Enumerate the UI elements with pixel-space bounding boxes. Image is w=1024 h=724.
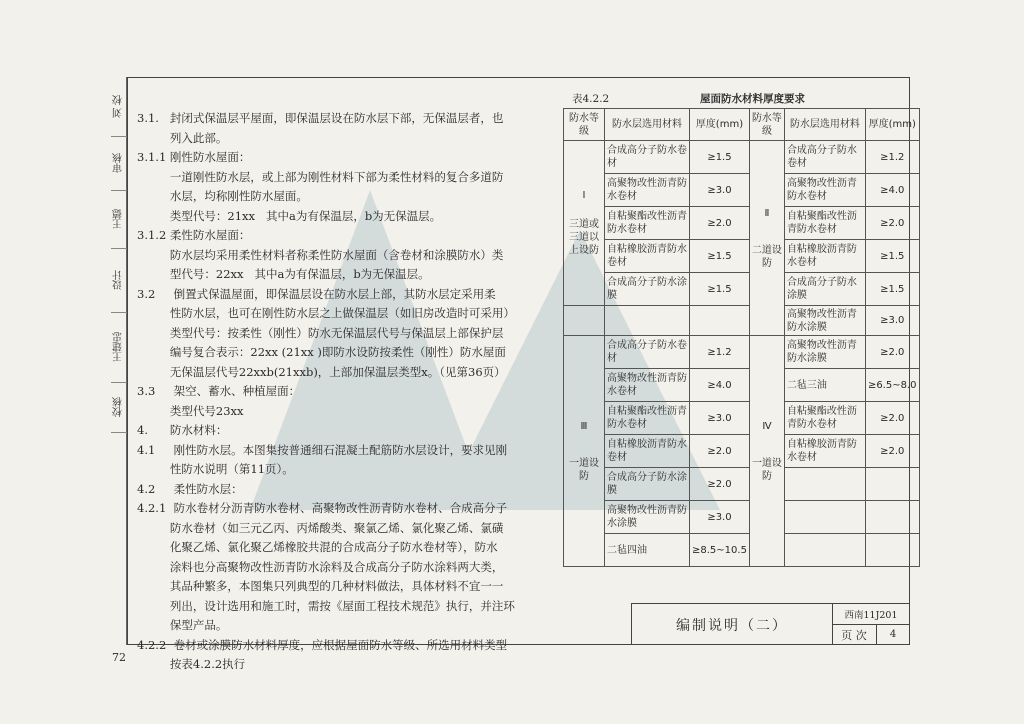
text-line: 一道刚性防水层，或上部为刚性材料下部为柔性材料的复合多道防 [137,169,504,184]
thickness-cell: ≥3.0 [865,306,919,336]
thickness-cell: ≥1.5 [690,240,750,273]
strip-label: 王德 [111,191,127,249]
grade-cell: Ⅰ 三道或三道以上设防 [564,141,605,306]
page-value: 4 [889,629,897,640]
text-line: 按表4.2.2执行 [137,657,246,671]
atlas-code: 西南11J201 [832,604,910,625]
thickness-cell: ≥1.5 [865,273,919,306]
empty-cell [784,501,865,534]
thickness-cell: ≥3.0 [690,501,750,534]
table-row [564,336,920,369]
text-line: 列入此部。 [137,130,228,145]
empty-cell [564,306,605,336]
material-cell: 自粘聚酯改性沥青防水卷材 [784,207,865,240]
material-cell: 合成高分子防水卷材 [605,141,690,174]
strip-label: 审核 [111,137,127,191]
table-row [564,534,920,567]
material-cell: 合成高分子防水涂膜 [784,273,865,306]
thickness-cell: ≥8.5~10.5 [690,534,750,567]
table-title: 屋面防水材料厚度要求 [700,93,805,105]
table-row [564,435,920,468]
strip-signature: 刘 校 [111,77,127,137]
text-line: 涂料也分高聚物改性沥青防水涂料及合成高分子防水涂料两大类， [137,559,504,574]
text-line: 3.3 架空、蓄水、种植屋面： [137,384,301,398]
thickness-cell: ≥1.2 [865,141,919,174]
text-line: 防水层均采用柔性材料者称柔性防水屋面（含卷材和涂膜防水）类 [137,247,504,262]
text-line: 性防水层，也可在刚性防水层之上做保温层（如旧房改造时可采用） [137,306,515,320]
empty-cell [784,468,865,501]
text-line: 3.1.2 柔性防水屋面： [137,228,251,242]
left-signature-strip [111,77,127,645]
text-line: 无保温层代号22xxb(21xxb)，上部加保温层类型x。（见第36页） [137,364,506,379]
empty-cell [865,534,919,567]
thickness-cell: ≥2.0 [865,402,919,435]
text-line: 4.2 柔性防水层： [137,481,243,496]
table-label: 表4.2.2 [572,93,610,105]
text-line: 类型代号：按柔性（刚性）防水无保温层代号与保温层上部保护层 [137,325,504,340]
strip-label: 王建忠 [111,313,127,383]
text-line: 类型代号23xx [137,403,244,418]
text-line: 3.1. 封闭式保温层平屋面，即保温层设在防水层下部，无保温层者，也 [137,111,504,125]
drawing-title: 编制说明（二） [632,604,833,645]
thickness-cell: ≥1.5 [690,141,750,174]
material-cell: 合成高分子防水涂膜 [605,273,690,306]
text-line: 防水卷材（如三元乙丙、丙烯酸类、聚氯乙烯、氯化聚乙烯、氯磺 [137,520,504,535]
thickness-cell: ≥3.0 [690,402,750,435]
text-line: 列出，设计选用和施工时，需按《屋面工程技术规范》执行，并注环 [137,598,515,613]
material-cell: 二毡三油 [784,369,865,402]
text-line: 保型产品。 [137,618,228,632]
text-line: 4.1 刚性防水层。本图集按普通细石混凝土配筋防水层设计，要求见刚 [137,442,508,457]
material-cell: 合成高分子防水卷材 [784,141,865,174]
text-line: 4. 防水材料： [137,423,228,437]
header-cell: 防水等级 [564,109,605,141]
thickness-cell: ≥2.0 [690,435,750,468]
thickness-table [563,108,920,567]
text-line: 其品种繁多，本图集只列典型的几种材料做法，具体材料不宜一一 [137,579,504,593]
thickness-cell: ≥4.0 [690,369,750,402]
header-cell: 厚度(mm) [690,109,750,141]
table-row [564,207,920,240]
thickness-cell: ≥2.0 [690,468,750,501]
thickness-cell: ≥1.5 [865,240,919,273]
material-cell: 自粘聚酯改性沥青防水卷材 [784,402,865,435]
empty-cell [605,306,690,336]
table-row [564,273,920,306]
thickness-cell: ≥3.0 [690,174,750,207]
header-cell: 厚度(mm) [865,109,919,141]
section-3-1 [137,109,537,675]
table-row [564,240,920,273]
material-cell: 高聚物改性沥青防水涂膜 [605,501,690,534]
material-cell: 高聚物改性沥青防水涂膜 [784,336,865,369]
text-line: 类型代号：21xx 其中a为有保温层，b为无保温层。 [137,208,442,223]
material-cell: 自粘聚酯改性沥青防水卷材 [605,402,690,435]
header-cell: 防水等级 [749,109,784,141]
material-cell: 高聚物改性沥青防水卷材 [784,174,865,207]
material-cell: 自粘橡胶沥青防水卷材 [784,240,865,273]
strip-label: 设计 [111,249,127,313]
thickness-cell: ≥6.5~8.0 [865,369,919,402]
material-cell: 合成高分子防水涂膜 [605,468,690,501]
material-cell: 自粘橡胶沥青防水卷材 [605,240,690,273]
page-number: 72 [112,651,126,664]
text-line: 化聚乙烯、氯化聚乙烯橡胶共混的合成高分子防水卷材等），防水 [137,540,498,554]
text-line: 3.2 倒置式保温屋面，即保温层设在防水层上部，其防水层定采用柔 [137,286,496,301]
grade-cell: Ⅳ 一道设防 [749,336,784,567]
table-row [564,402,920,435]
thickness-cell: ≥2.0 [865,336,919,369]
table-row [564,141,920,174]
material-cell: 高聚物改性沥青防水涂膜 [784,306,865,336]
thickness-cell: ≥2.0 [865,207,919,240]
text-line: 4.2.2 卷材或涂膜防水材料厚度，应根据屋面防水等级、所选用材料类型 [137,637,508,652]
thickness-cell: ≥1.2 [690,336,750,369]
thickness-cell: ≥2.0 [690,207,750,240]
text-line: 水层，均称刚性防水屋面。 [137,189,308,203]
title-block [631,603,910,645]
empty-cell [690,306,750,336]
table-row [564,174,920,207]
material-cell: 高聚物改性沥青防水卷材 [605,369,690,402]
material-cell: 自粘橡胶沥青防水卷材 [605,435,690,468]
table-row [564,369,920,402]
empty-cell [784,534,865,567]
text-line: 3.1.1 刚性防水屋面： [137,150,251,164]
text-line: 型代号：22xx 其中a为有保温层，b为无保温层。 [137,267,430,281]
material-cell: 二毡四油 [605,534,690,567]
strip-label: 校核 [111,383,127,433]
text-line: 性防水说明（第11页）。 [137,462,294,476]
table-row [564,306,920,336]
header-cell: 防水层选用材料 [605,109,690,141]
thickness-cell: ≥4.0 [865,174,919,207]
grade-cell: Ⅱ 二道设防 [749,141,784,336]
material-cell: 高聚物改性沥青防水卷材 [605,174,690,207]
empty-cell [865,468,919,501]
table-row [564,501,920,534]
text-line: 编号复合表示：22xx (21xx )即防水设防按柔性（刚性）防水屋面 [137,345,506,359]
grade-cell: Ⅲ 一道设防 [564,336,605,567]
material-cell: 合成高分子防水卷材 [605,336,690,369]
header-cell: 防水层选用材料 [784,109,865,141]
thickness-cell: ≥2.0 [865,435,919,468]
empty-cell [865,501,919,534]
material-cell: 自粘聚酯改性沥青防水卷材 [605,207,690,240]
table-header-row [564,109,920,141]
table-row [564,468,920,501]
thickness-cell: ≥1.5 [690,273,750,306]
text-line: 4.2.1 防水卷材分沥青防水卷材、高聚物改性沥青防水卷材、合成高分子 [137,501,508,515]
page-label: 页 次 [832,624,877,645]
material-cell: 自粘橡胶沥青防水卷材 [784,435,865,468]
